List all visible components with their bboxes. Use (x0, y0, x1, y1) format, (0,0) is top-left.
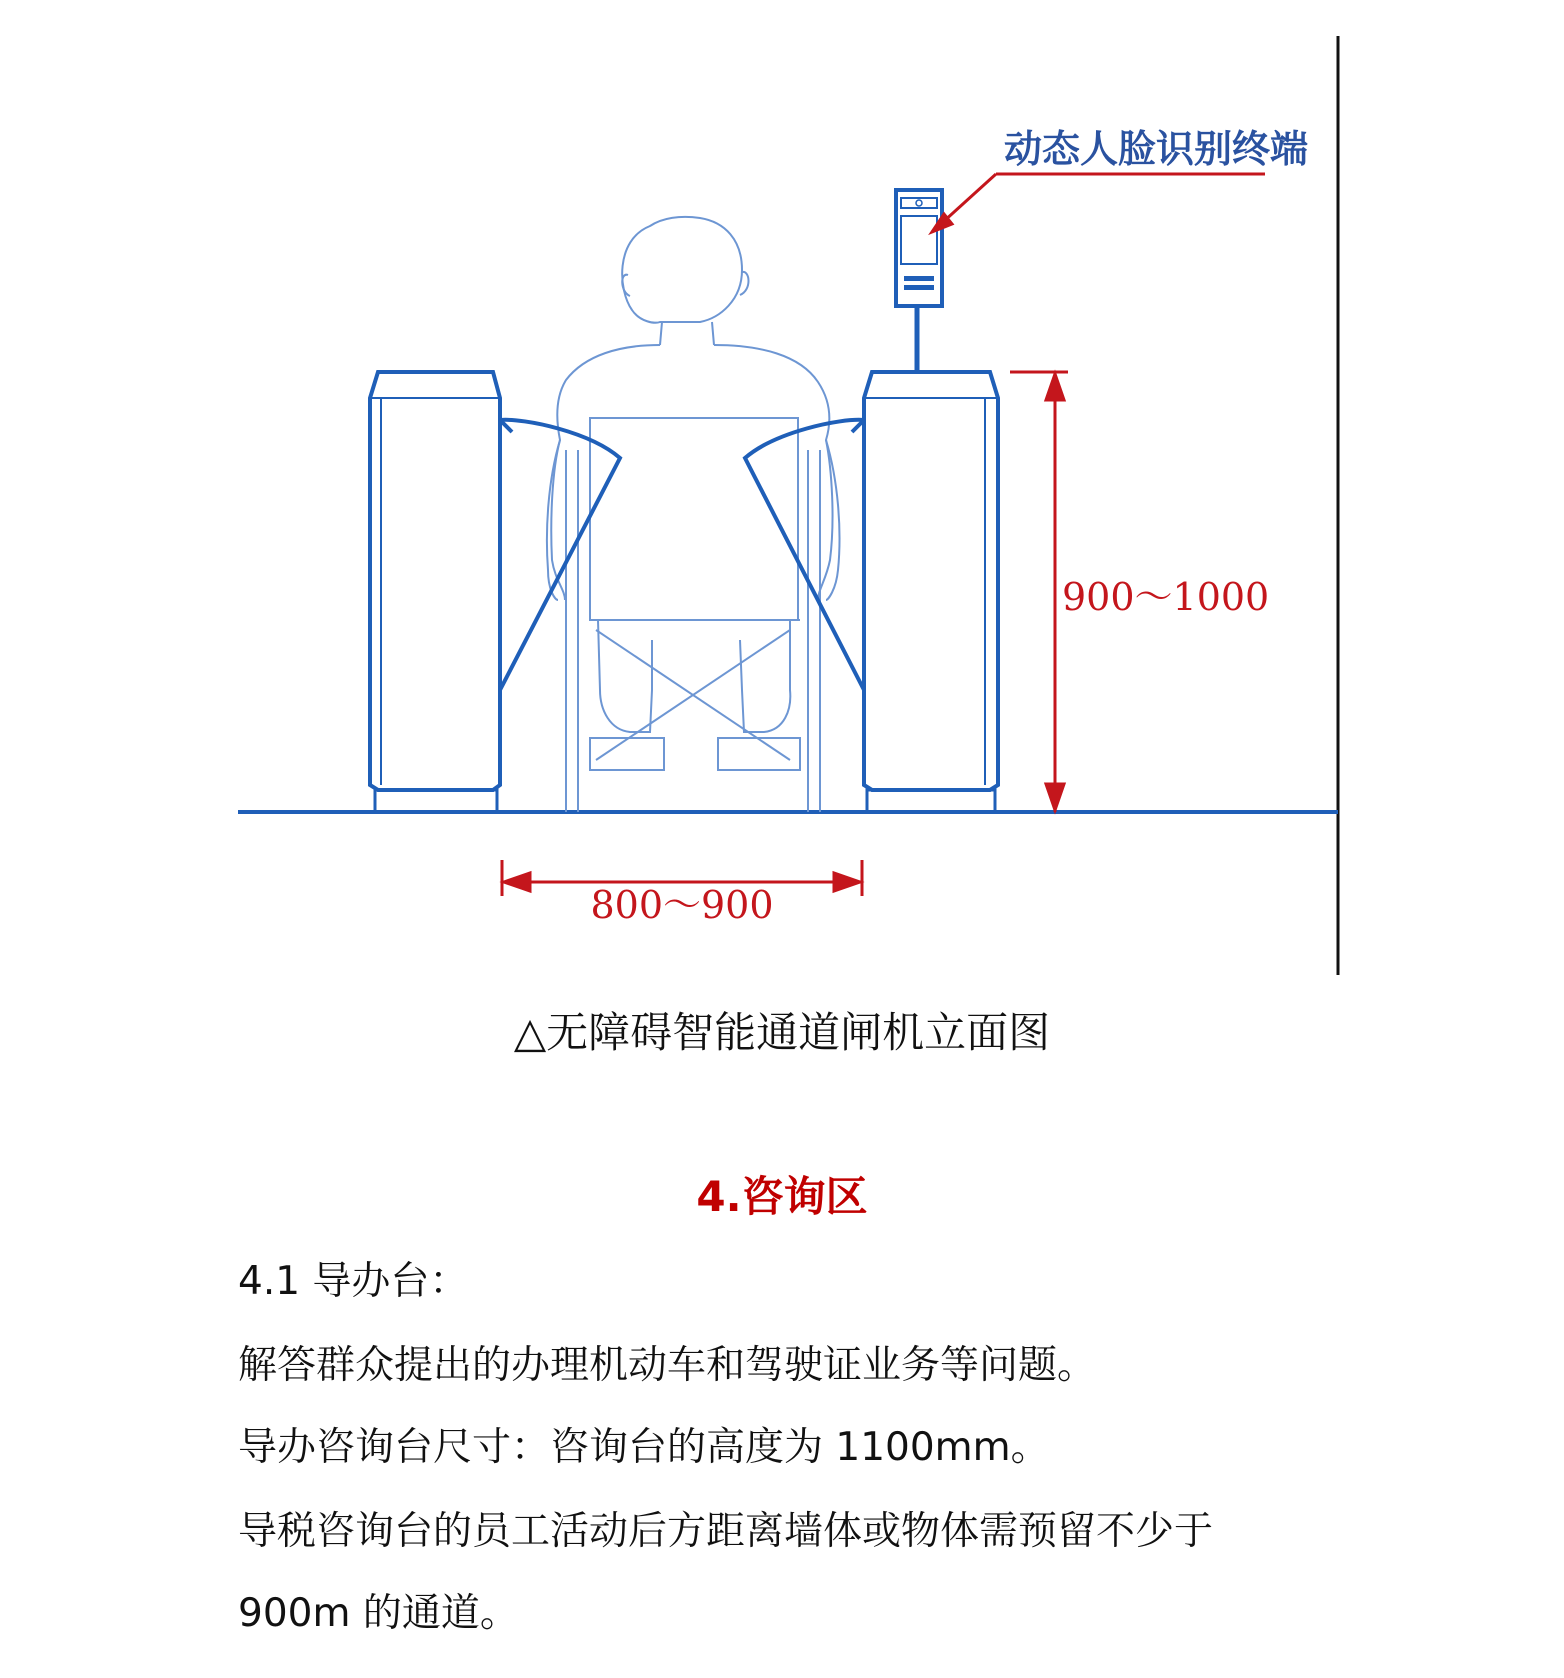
callout-label: 动态人脸识别终端 (1004, 127, 1309, 171)
body-line-3: 导办咨询台尺寸：咨询台的高度为 1100mm。 (238, 1425, 1050, 1470)
body-line-4: 导税咨询台的员工活动后方距离墙体或物体需预留不少于 (238, 1509, 1214, 1554)
body-line-5: 900m 的通道。 (238, 1591, 519, 1636)
width-dimension-label: 800～900 (590, 883, 774, 927)
height-dimension-label: 900～1000 (1062, 575, 1270, 619)
body-line-2: 解答群众提出的办理机动车和驾驶证业务等问题。 (238, 1343, 1097, 1388)
height-dimension (1010, 372, 1068, 812)
right-gate-cabinet (864, 372, 998, 812)
face-terminal (896, 190, 942, 372)
left-gate-cabinet (370, 372, 500, 812)
body-line-1: 4.1 导办台： (238, 1259, 469, 1304)
section-title: 4.咨询区 (696, 1172, 868, 1221)
figure-caption: △无障碍智能通道闸机立面图 (513, 1008, 1051, 1057)
callout-leader (932, 174, 1265, 232)
